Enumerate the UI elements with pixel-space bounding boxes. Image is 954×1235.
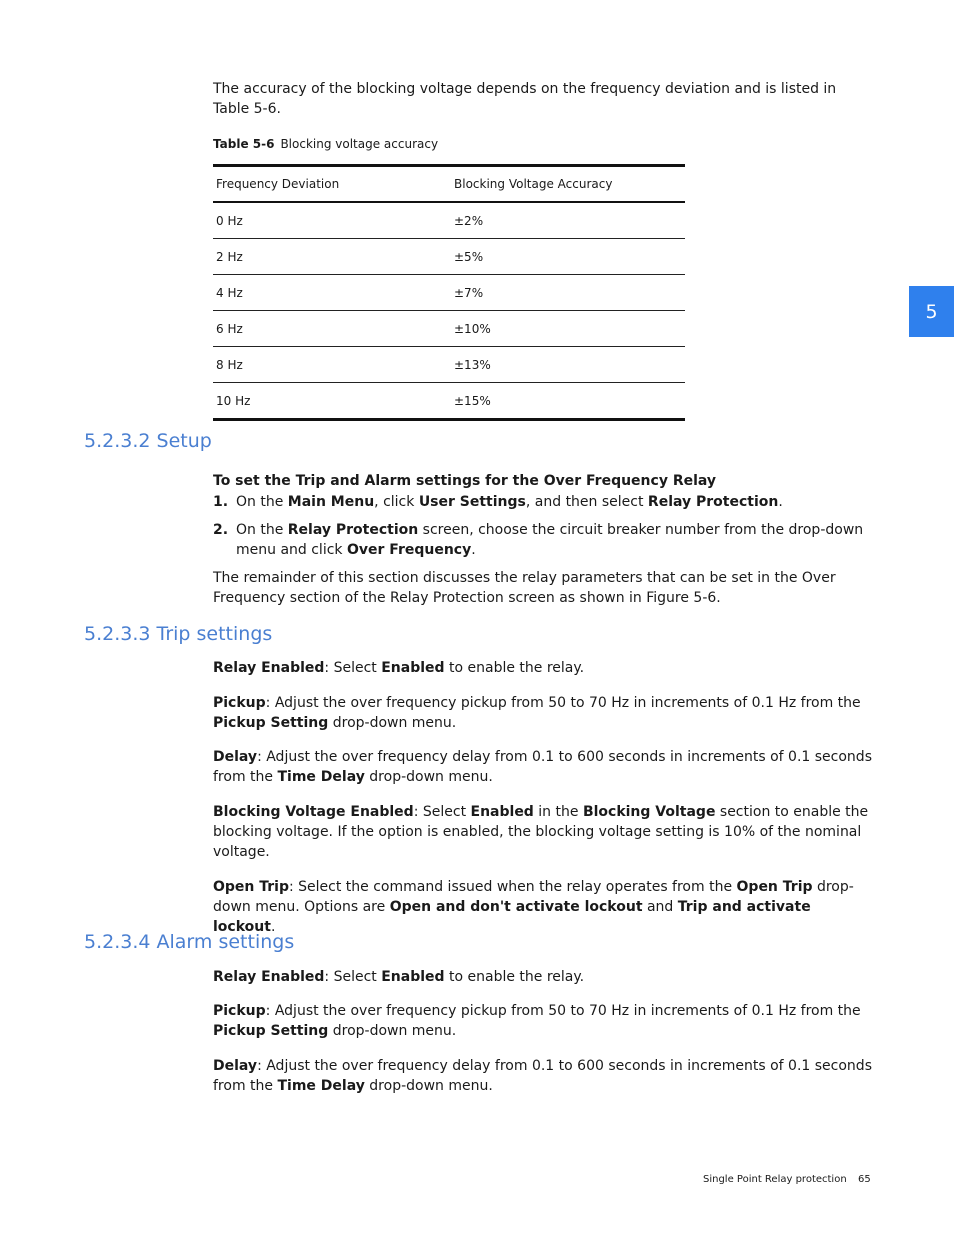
section-heading-setup: 5.2.3.2 Setup	[84, 430, 212, 452]
alarm-delay	[213, 1056, 873, 1096]
ui-term: Delay	[213, 1058, 258, 1074]
ui-term: Relay Enabled	[213, 969, 325, 985]
chapter-tab: 5	[909, 286, 954, 337]
ui-term: Enabled	[470, 804, 534, 820]
intro-paragraph: The accuracy of the blocking voltage depends on the frequency deviation and is listed in Table 5-6.	[213, 81, 837, 117]
text-part: : Select the command issued when the relay operates from the	[289, 879, 737, 895]
trip-relay-enabled	[213, 658, 873, 678]
table-cell: ±5%	[454, 249, 484, 264]
table-row	[213, 347, 685, 383]
text-part: to enable the relay.	[444, 969, 585, 985]
trip-open-trip	[213, 877, 873, 937]
ui-term: Time Delay	[277, 1078, 365, 1094]
text-part: in the	[533, 804, 583, 820]
table-cell: ±2%	[454, 213, 484, 228]
table-cell: 8 Hz	[216, 357, 243, 372]
text-part: section to enable the blocking voltage. If the option is enabled, the blocking voltage setting is 10% of the nominal voltage.	[213, 804, 869, 860]
text-part: : Adjust the over frequency delay from 0.1 to 600 seconds in increments of 0.1 seconds from the	[213, 749, 872, 785]
table-cell: 0 Hz	[216, 213, 243, 228]
blocking-voltage-table	[213, 164, 685, 421]
text-part: drop-down menu.	[364, 1078, 493, 1094]
procedure-step-2	[213, 520, 873, 560]
step-text-part: On the	[236, 522, 288, 538]
step-text-part: , and then select	[525, 494, 648, 510]
trip-pickup	[213, 693, 873, 733]
ui-term: Open and don't activate lockout	[389, 899, 643, 915]
table-row	[213, 311, 685, 347]
page-number: 65	[858, 1174, 871, 1185]
trip-delay	[213, 747, 873, 787]
table-cell: 6 Hz	[216, 321, 243, 336]
text-part: : Select	[324, 969, 382, 985]
section-heading-alarm: 5.2.3.4 Alarm settings	[84, 931, 295, 953]
step-text-part: On the	[236, 494, 288, 510]
text-part: to enable the relay.	[444, 660, 585, 676]
text-part: and	[642, 899, 678, 915]
ui-term: Blocking Voltage Enabled	[213, 804, 414, 820]
table-row	[213, 275, 685, 311]
table-cell: 2 Hz	[216, 249, 243, 264]
ui-term: Pickup	[213, 1003, 266, 1019]
text-part: .	[270, 919, 276, 935]
text-part: drop-down menu.	[328, 1023, 457, 1039]
step-number: 2.	[213, 522, 229, 538]
text-part: drop-down menu.	[364, 769, 493, 785]
table-caption-number: Table 5-6	[213, 137, 275, 151]
ui-term: Over Frequency	[346, 542, 472, 558]
procedure-step-1	[213, 492, 873, 512]
alarm-pickup	[213, 1001, 873, 1041]
table-cell: 10 Hz	[216, 393, 251, 408]
procedure-title-text: To set the Trip and Alarm settings for the Over Frequency Relay	[213, 473, 717, 489]
table-cell: ±15%	[454, 393, 491, 408]
step-text-part: screen, choose the circuit breaker number from the drop-down menu and click	[236, 522, 864, 558]
table-header-cell: Frequency Deviation	[216, 177, 340, 191]
ui-term: User Settings	[418, 494, 526, 510]
section-heading-trip: 5.2.3.3 Trip settings	[84, 623, 273, 645]
table-caption	[213, 137, 438, 151]
table-header-row	[213, 167, 685, 203]
ui-term: Trip and activate lockout	[213, 899, 811, 935]
ui-term: Relay Enabled	[213, 660, 325, 676]
text-part: : Select	[413, 804, 471, 820]
table-cell: ±7%	[454, 285, 484, 300]
text-part: : Adjust the over frequency delay from 0.1 to 600 seconds in increments of 0.1 seconds from the	[213, 1058, 872, 1094]
step-text-part: .	[471, 542, 476, 558]
step-number: 1.	[213, 494, 229, 510]
ui-term: Enabled	[381, 969, 445, 985]
table-cell: 4 Hz	[216, 285, 243, 300]
ui-term: Relay Protection	[647, 494, 779, 510]
table-caption-title: Blocking voltage accuracy	[280, 137, 439, 151]
ui-term: Open Trip	[736, 879, 813, 895]
ui-term: Time Delay	[277, 769, 365, 785]
trip-blocking-voltage	[213, 802, 873, 862]
text-part: : Adjust the over frequency pickup from 50 to 70 Hz in increments of 0.1 Hz from the	[265, 1003, 861, 1019]
step-text	[236, 520, 873, 560]
ui-term: Delay	[213, 749, 258, 765]
alarm-relay-enabled	[213, 967, 873, 987]
step-text	[236, 492, 873, 512]
table-cell: ±10%	[454, 321, 491, 336]
table-row	[213, 239, 685, 275]
footer-title: Single Point Relay protection	[703, 1174, 847, 1185]
text-part: : Select	[324, 660, 382, 676]
ui-term: Pickup	[213, 695, 266, 711]
text-part: : Adjust the over frequency pickup from 50 to 70 Hz in increments of 0.1 Hz from the	[265, 695, 861, 711]
step-text-part: , click	[374, 494, 419, 510]
ui-term: Open Trip	[213, 879, 289, 895]
table-row	[213, 383, 685, 421]
ui-term: Enabled	[381, 660, 445, 676]
ui-term: Relay Protection	[287, 522, 419, 538]
text-part: drop-down menu. Options are	[213, 879, 854, 915]
step-text-part: .	[778, 494, 783, 510]
ui-term: Blocking Voltage	[582, 804, 716, 820]
table-cell: ±13%	[454, 357, 491, 372]
table-row	[213, 203, 685, 239]
ui-term: Pickup Setting	[213, 1023, 329, 1039]
table-header-cell: Blocking Voltage Accuracy	[454, 177, 613, 191]
ui-term: Pickup Setting	[213, 715, 329, 731]
ui-term: Main Menu	[287, 494, 375, 510]
text-part: drop-down menu.	[328, 715, 457, 731]
setup-remainder-paragraph: The remainder of this section discusses the relay parameters that can be set in the Over Frequency section of the Relay Protection screen as shown in Figure 5-6.	[213, 570, 836, 606]
procedure-title	[213, 471, 873, 491]
